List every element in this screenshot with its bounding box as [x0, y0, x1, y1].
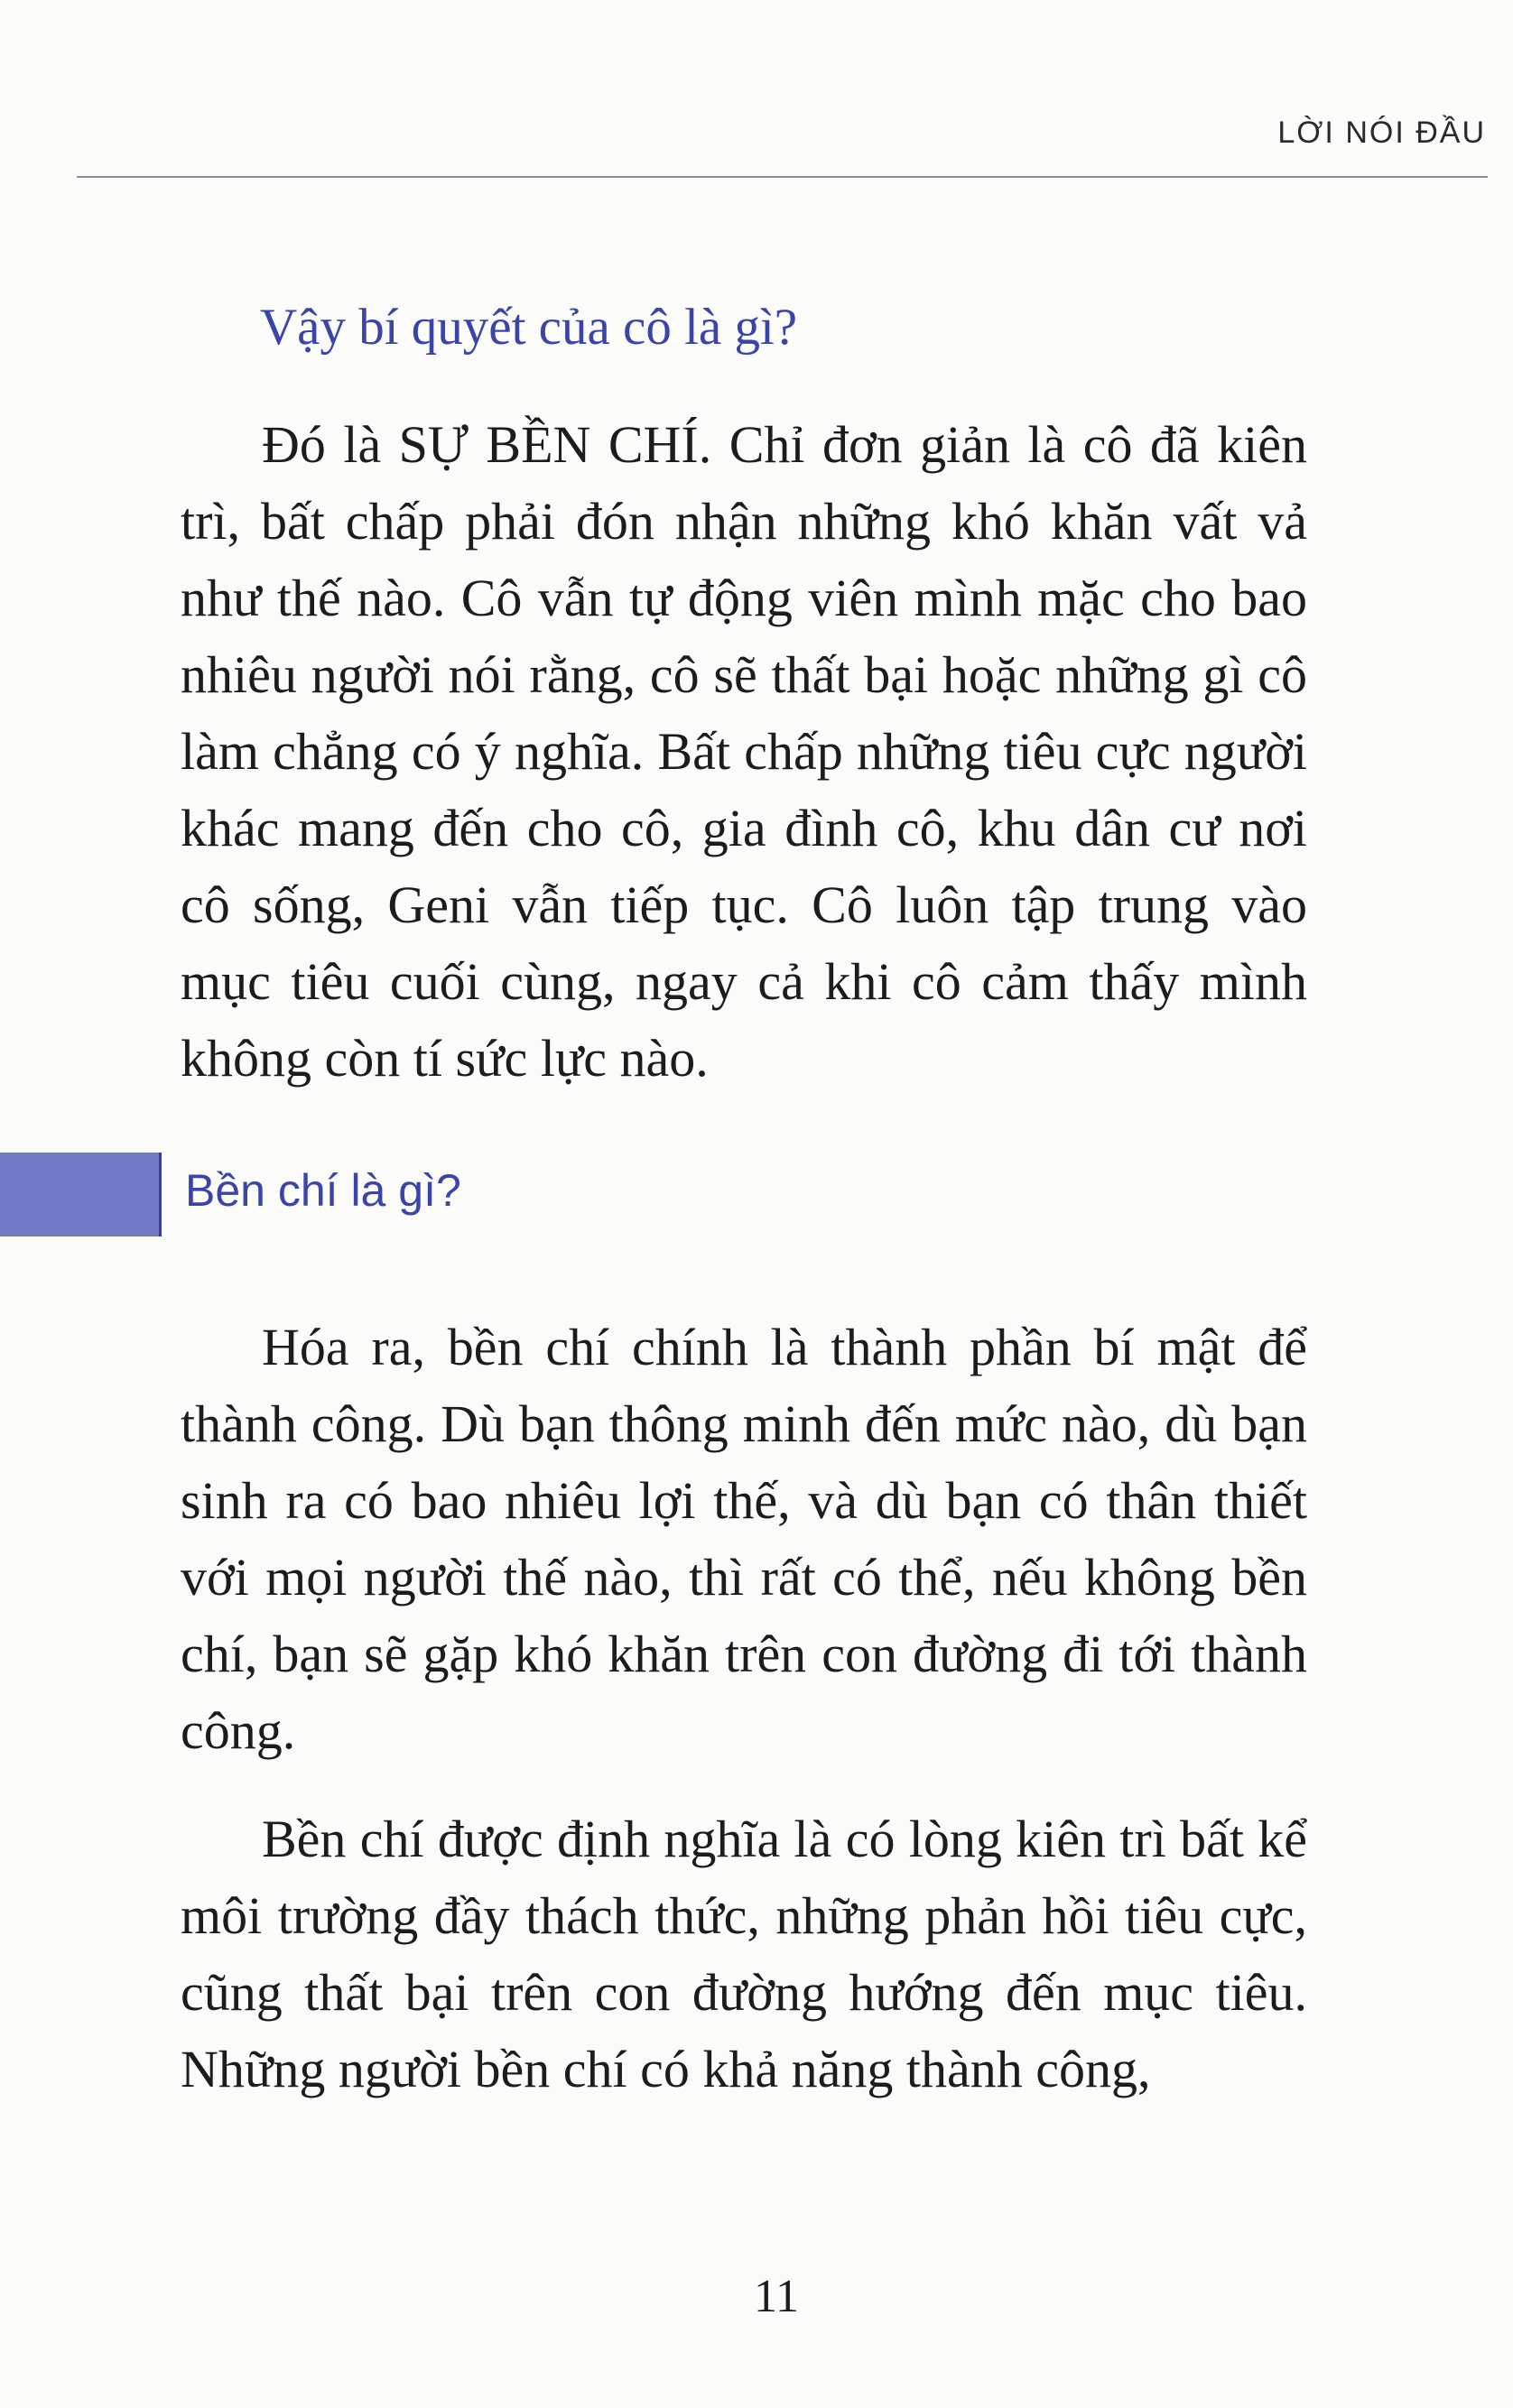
section-marker-edge — [159, 1153, 162, 1236]
intro-question: Vậy bí quyết của cô là gì? — [260, 299, 798, 356]
page-number: 11 — [753, 2271, 800, 2322]
paragraph-2: Hóa ra, bền chí chính là thành phần bí mật để thành công. Dù bạn thông minh đến mức nào, dù bạn sinh ra có bao nhiêu lợi thế, và dù bạn có thân thiết với mọi người thế nào, thì rất có thể, nếu không bền chí, bạn sẽ gặp khó khăn trên con đường đi tới thành công. — [181, 1318, 1307, 1760]
paragraph-1: Đó là SỰ BỀN CHÍ. Chỉ đơn giản là cô đã kiên trì, bất chấp phải đón nhận những khó khăn vất vả như thế nào. Cô vẫn tự động viên mình mặc cho bao nhiêu người nói rằng, cô sẽ thất bại hoặc những gì cô làm chẳng có ý nghĩa. Bất chấp những tiêu cực người khác mang đến cho cô, gia đình cô, khu dân cư nơi cô sống, Geni vẫn tiếp tục. Cô luôn tập trung vào mục tiêu cuối cùng, ngay cả khi cô cảm thấy mình không còn tí sức lực nào. — [181, 415, 1307, 1088]
section-marker — [0, 1153, 159, 1236]
running-header: LỜI NÓI ĐẦU — [1277, 116, 1486, 150]
header-divider — [77, 176, 1488, 178]
section-heading: Bền chí là gì? — [185, 1165, 461, 1216]
paragraph-3: Bền chí được định nghĩa là có lòng kiên trì bất kể môi trường đầy thách thức, những phản hồi tiêu cực, cũng thất bại trên con đường hướng đến mục tiêu. Những người bền chí có khả năng thành công, — [181, 1810, 1307, 2098]
